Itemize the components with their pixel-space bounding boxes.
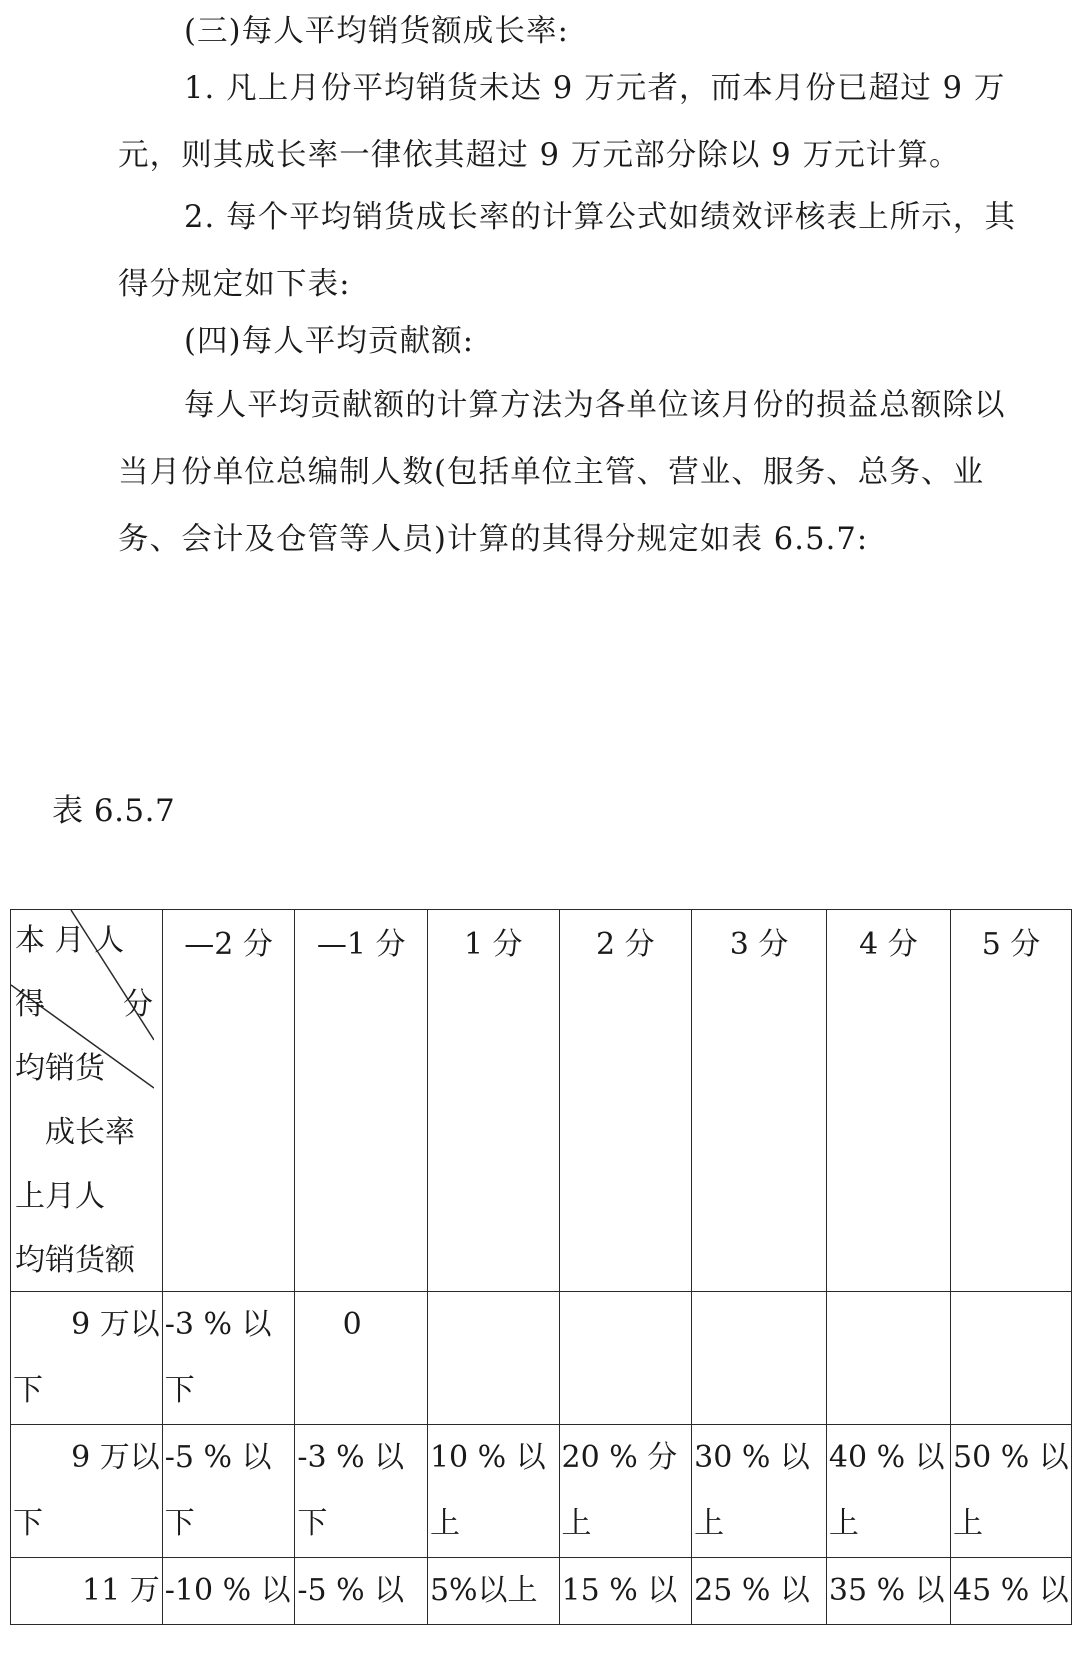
table-caption: 表 6.5.7: [52, 793, 176, 829]
cell-line1: -3 % 以: [297, 1440, 405, 1475]
table-cell: [826, 1558, 950, 1625]
table-cell: [295, 1425, 428, 1558]
row-label-line2: 下: [13, 1506, 43, 1541]
corner-label-avg-sales-amount: 均销货额: [15, 1243, 135, 1278]
cell-line1: 10 % 以: [429, 1440, 546, 1475]
table-cell: [692, 1425, 827, 1558]
cell-line2: 上: [694, 1506, 725, 1541]
score-table: [10, 909, 1072, 1625]
table-cell: [692, 1558, 827, 1625]
cell-line1: 35 % 以: [828, 1573, 945, 1608]
cell-line2: 下: [164, 1373, 195, 1408]
table-cell: [295, 1558, 428, 1625]
table-corner-cell: [11, 910, 163, 1292]
row-label: [11, 1425, 163, 1558]
table-cell: [826, 1425, 950, 1558]
row-label-line1: 9 万以: [71, 1307, 160, 1342]
row-label-line1: 9 万以: [71, 1440, 160, 1475]
table-cell: [162, 1292, 295, 1425]
cell-line1: 5%以上: [429, 1573, 538, 1608]
table-cell: [427, 1558, 559, 1625]
table-row: [11, 1425, 1072, 1558]
cell-line1: 40 % 以: [828, 1440, 945, 1475]
paragraph-contribution: 每人平均贡献额的计算方法为各单位该月份的损益总额除以当月份单位总编制人数(包括单位主管、营业、服务、总务、业务、会计及仓管等人员)计算的其得分规定如表 6.5.7:: [118, 388, 1006, 557]
paragraph-rule-2: 2. 每个平均销货成长率的计算公式如绩效评核表上所示，其得分规定如下表:: [118, 200, 1017, 302]
table-cell: [826, 1292, 950, 1425]
table-cell: [295, 1292, 428, 1425]
cell-line1: 45 % 以: [953, 1573, 1069, 1608]
row-label: [11, 1558, 163, 1625]
section-heading-3: (三)每人平均销货额成长率:: [184, 14, 569, 49]
cell-line1: 20 % 分: [561, 1440, 678, 1475]
corner-label-this-month: 本 月 人: [15, 923, 125, 958]
cell-line2: 上: [953, 1506, 984, 1541]
table-cell: [951, 1558, 1072, 1625]
cell-line2: 上: [561, 1506, 592, 1541]
cell-line2: 上: [429, 1506, 460, 1541]
corner-label-de: 得: [15, 987, 45, 1022]
table-cell: [692, 1292, 827, 1425]
score-header-3: 3 分: [692, 910, 827, 1292]
score-header-2: 2 分: [559, 910, 692, 1292]
row-label: [11, 1292, 163, 1425]
cell-line2: 下: [297, 1506, 328, 1541]
cell-line1: -5 % 以: [164, 1440, 272, 1475]
cell-line2: 下: [164, 1506, 195, 1541]
corner-label-avg-sales: 均销货: [15, 1051, 105, 1086]
cell-line1: -3 % 以: [164, 1307, 272, 1342]
table-row: [11, 1292, 1072, 1425]
cell-line1: 15 % 以: [561, 1573, 678, 1608]
row-label-line1: 11 万: [82, 1573, 160, 1608]
table-cell: [427, 1292, 559, 1425]
table-cell: [559, 1292, 692, 1425]
table-cell: [559, 1558, 692, 1625]
cell-line1: -5 % 以: [297, 1573, 405, 1608]
corner-label-growth-rate: 成长率: [45, 1115, 135, 1150]
cell-line1: -10 % 以: [164, 1573, 291, 1608]
cell-line1: 30 % 以: [694, 1440, 810, 1475]
score-header-minus2: —2 分: [162, 910, 295, 1292]
score-header-4: 4 分: [826, 910, 950, 1292]
score-header-1: 1 分: [427, 910, 559, 1292]
table-cell: [162, 1425, 295, 1558]
corner-label-last-month: 上月人: [15, 1179, 105, 1214]
cell-line2: 上: [828, 1506, 859, 1541]
corner-label-fen: 分: [123, 987, 153, 1022]
cell-line1: 50 % 以: [953, 1440, 1069, 1475]
score-header-5: 5 分: [951, 910, 1072, 1292]
cell-line1: 25 % 以: [694, 1573, 810, 1608]
table-cell: [559, 1425, 692, 1558]
score-header-minus1: —1 分: [295, 910, 428, 1292]
paragraph-rule-1: 1. 凡上月份平均销货未达 9 万元者，而本月份已超过 9 万元，则其成长率一律依其超过 9 万元部分除以 9 万元计算。: [118, 71, 1006, 173]
section-heading-4: (四)每人平均贡献额:: [184, 324, 475, 359]
table-header-row: [11, 910, 1072, 1292]
table-cell: [427, 1425, 559, 1558]
table-row: [11, 1558, 1072, 1625]
table-cell: [162, 1558, 295, 1625]
table-cell: [951, 1425, 1072, 1558]
row-label-line2: 下: [13, 1373, 43, 1408]
table-cell: [951, 1292, 1072, 1425]
cell-line1: 0: [342, 1307, 362, 1342]
